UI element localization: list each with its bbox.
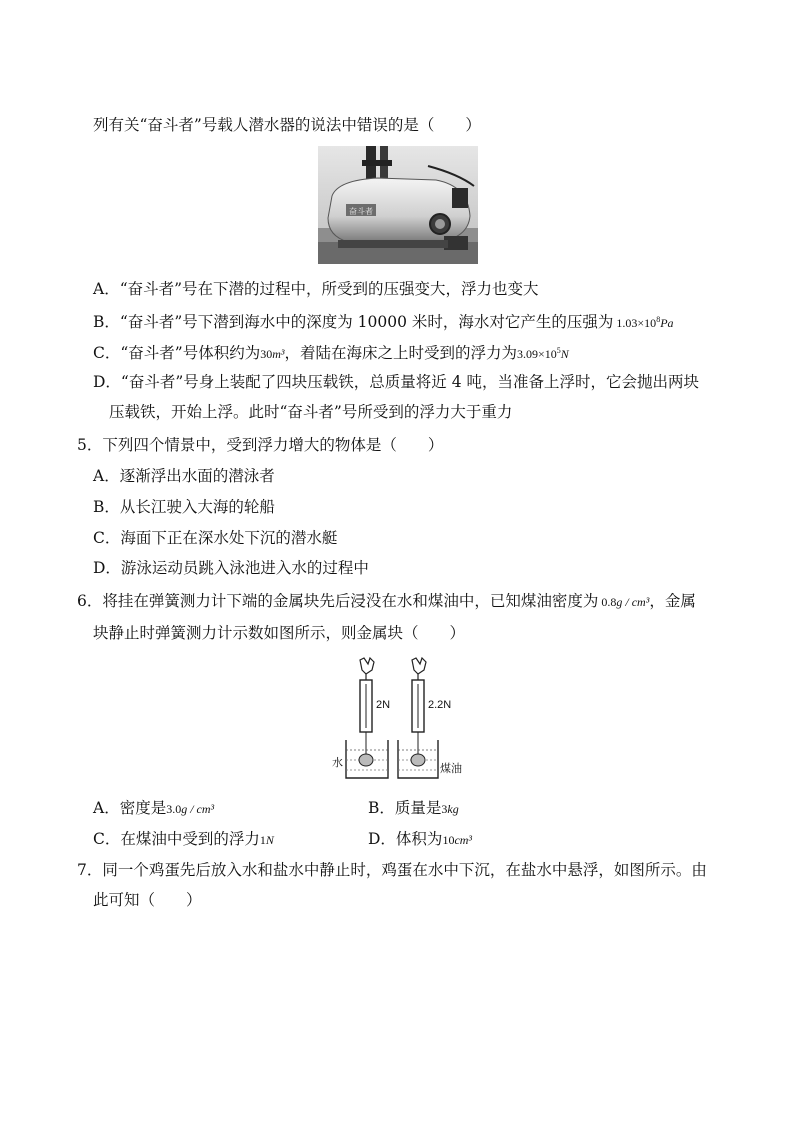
svg-text:2.2N: 2.2N	[428, 699, 452, 711]
q6-option-b: B．质量是3kg	[368, 799, 459, 817]
svg-text:奋斗者: 奋斗者	[349, 207, 373, 216]
q5-stem: 5．下列四个情景中，受到浮力增大的物体是（ ）	[77, 436, 444, 454]
q5-option-b: B．从长江驶入大海的轮船	[93, 498, 275, 516]
q4-option-b: B．“奋斗者”号下潜到海水中的深度为 10000 米时，海水对它产生的压强为 $1.03\times 10^8Pa$	[93, 313, 674, 331]
q4-option-d-line1: D．“奋斗者”号身上装配了四块压载铁，总质量将近 4 吨，当准备上浮时，它会抛出两块	[93, 373, 699, 391]
q4-option-a: A．“奋斗者”号在下潜的过程中，所受到的压强变大，浮力也变大	[93, 280, 539, 298]
submersible-photo	[318, 146, 478, 264]
q6-option-c: C．在煤油中受到的浮力1N	[93, 830, 274, 848]
q5-option-d: D．游泳运动员跳入泳池进入水的过程中	[93, 559, 369, 577]
q6-option-d: D．体积为10cm³	[368, 830, 473, 848]
q6-option-a: A．密度是3.0g / cm³	[93, 799, 215, 817]
svg-text:煤油: 煤油	[440, 763, 462, 775]
q6-stem-line1: 6．将挂在弹簧测力计下端的金属块先后浸没在水和煤油中，已知煤油密度为 0.8g / cm³，金属	[77, 592, 696, 610]
q4-option-d-line2: 压载铁，开始上浮。此时“奋斗者”号所受到的浮力大于重力	[109, 403, 513, 421]
q4-option-c: C．“奋斗者”号体积约为30m³，着陆在海床之上时受到的浮力为$3.09\times 10^5N$	[93, 344, 569, 362]
q4-stem: 列有关“奋斗者”号载人潜水器的说法中错误的是（ ）	[93, 116, 481, 134]
svg-text:水: 水	[332, 757, 343, 769]
spring-scale-figure	[326, 656, 472, 784]
q6-stem-line2: 块静止时弹簧测力计示数如图所示，则金属块（ ）	[93, 624, 466, 642]
svg-text:2N: 2N	[376, 699, 391, 711]
q7-stem-line2: 此可知（ ）	[93, 891, 202, 909]
q5-option-c: C．海面下正在深水处下沉的潜水艇	[93, 529, 338, 547]
q7-stem-line1: 7．同一个鸡蛋先后放入水和盐水中静止时，鸡蛋在水中下沉，在盐水中悬浮，如图所示。由	[77, 861, 707, 879]
q5-option-a: A．逐渐浮出水面的潜泳者	[93, 467, 275, 485]
